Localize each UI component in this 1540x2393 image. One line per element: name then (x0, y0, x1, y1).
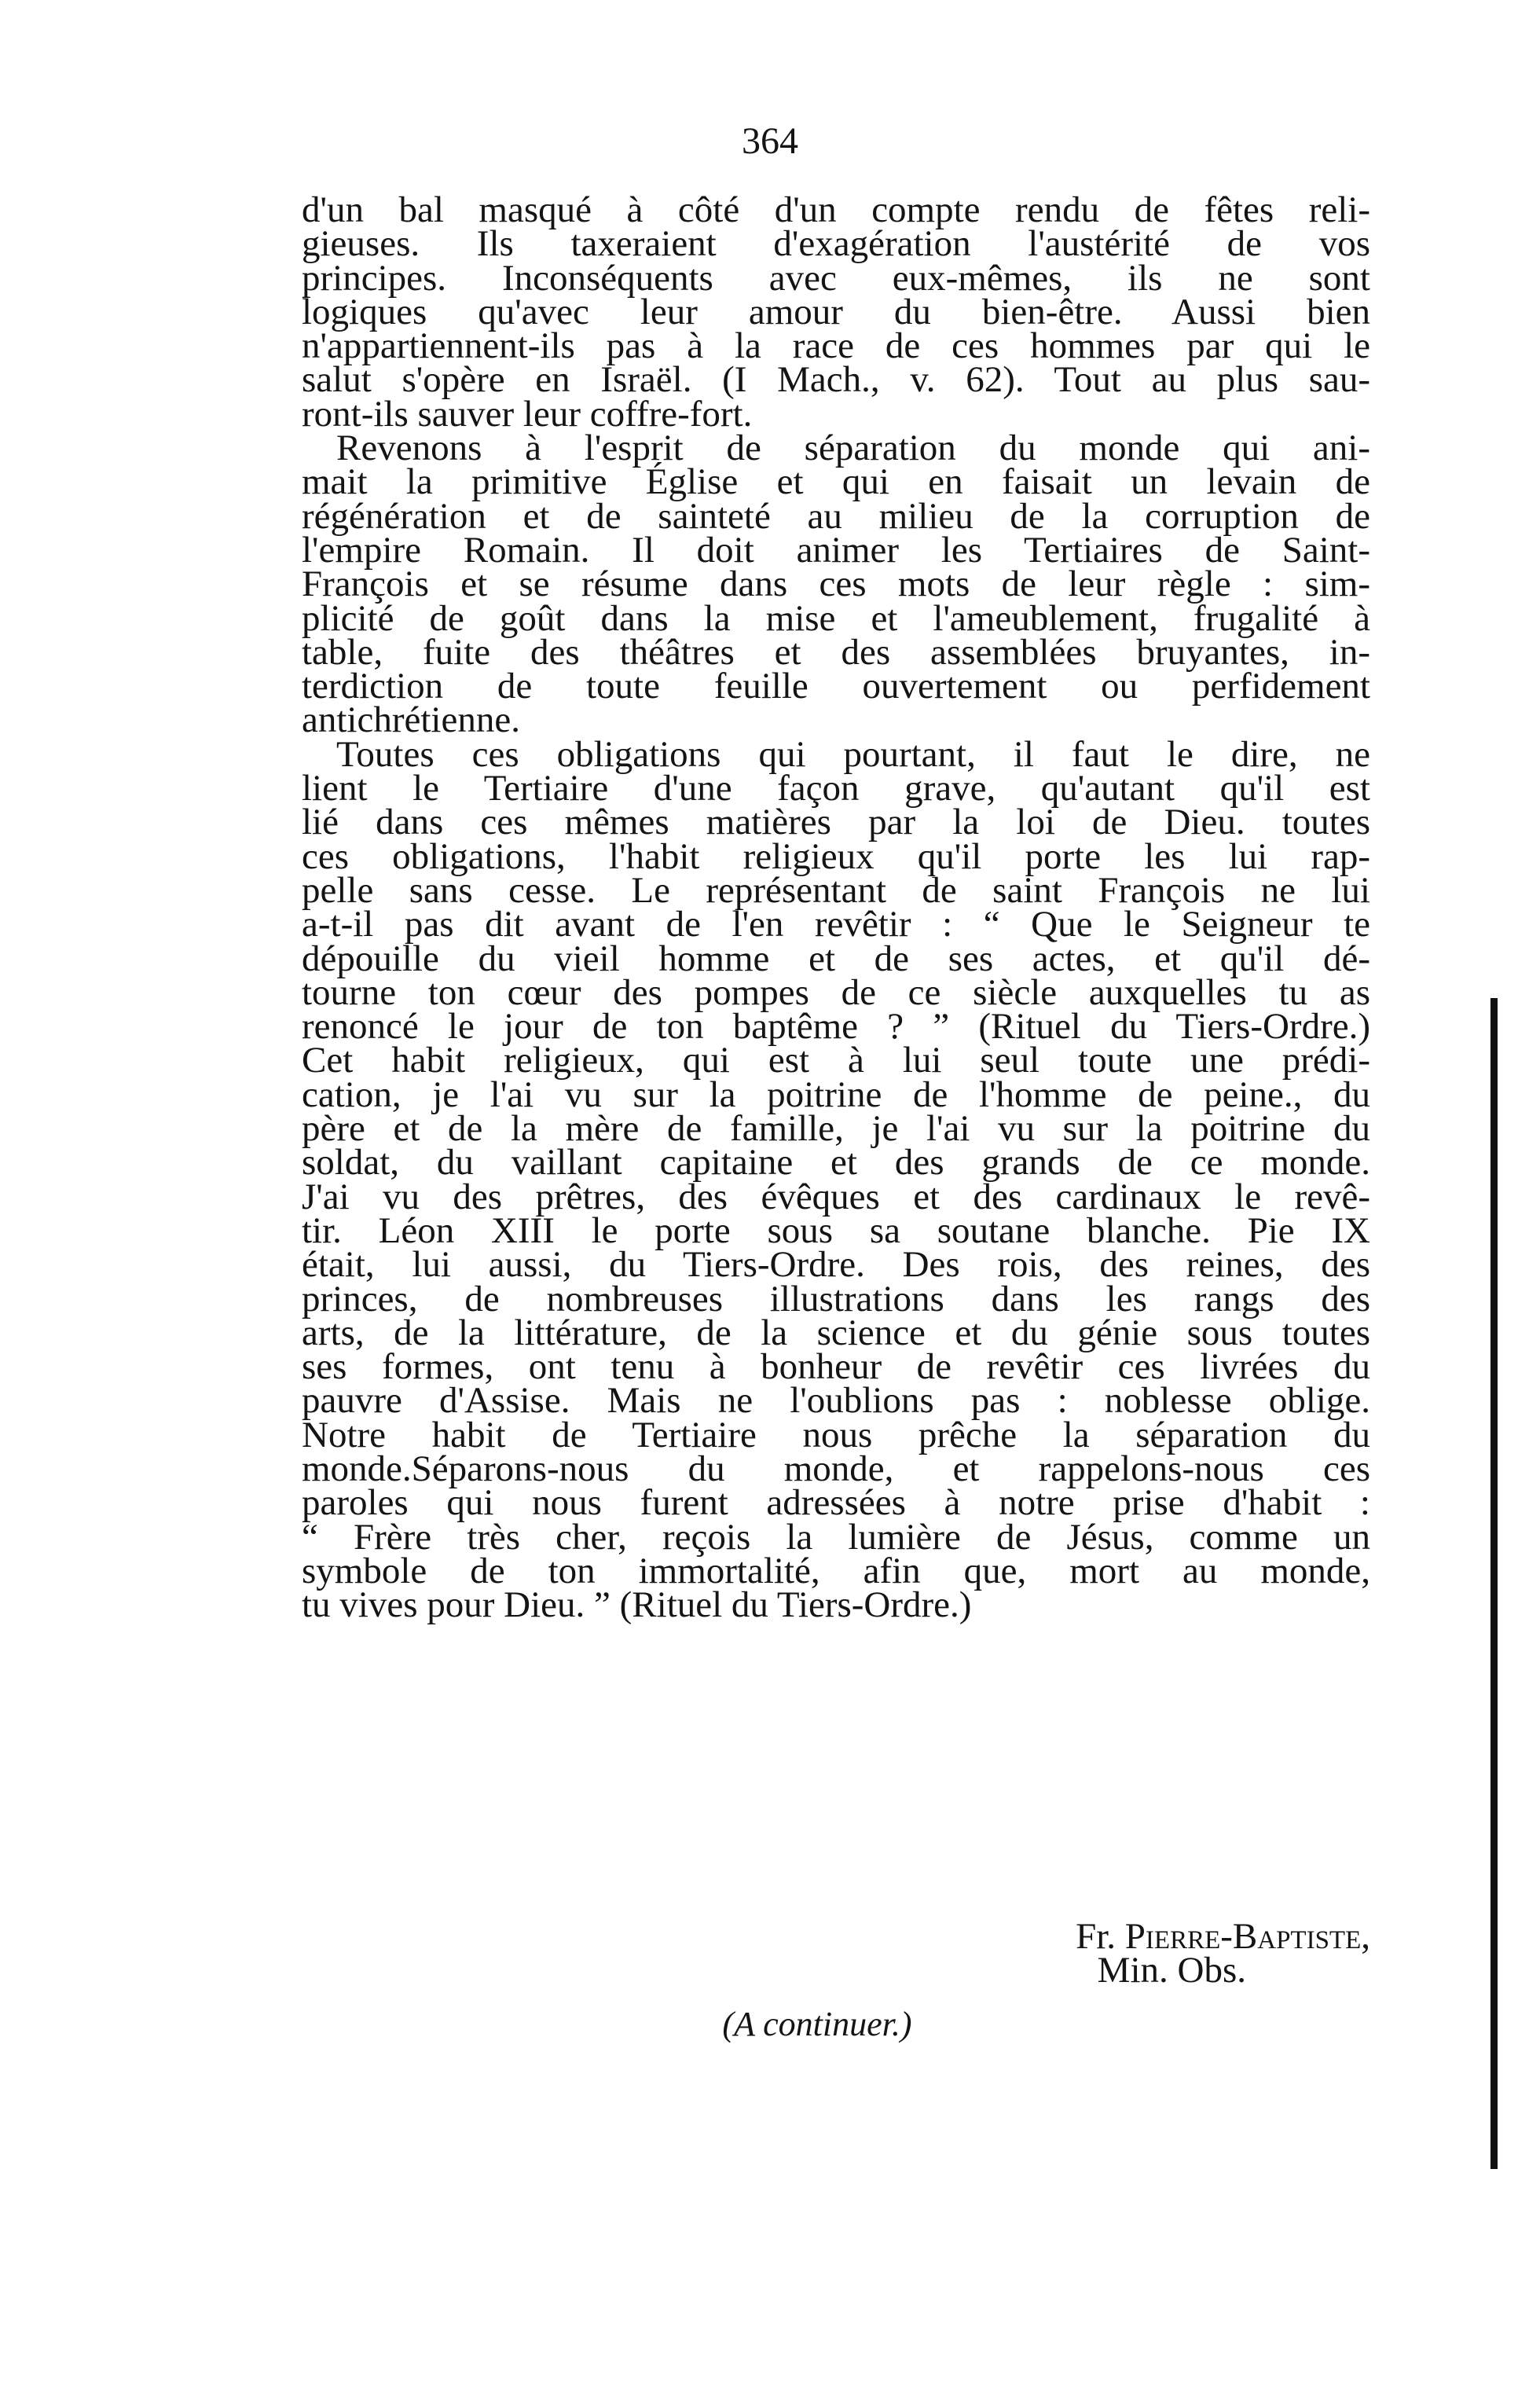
text-line: gieuses. Ils taxeraient d'exagération l'austérité de vos (302, 223, 1370, 265)
text-line: monde.Séparons-nous du monde, et rappelons-nous ces (302, 1448, 1370, 1489)
text-line: renoncé le jour de ton baptême ? ” (Rituel du Tiers-Ordre.) (302, 1006, 1370, 1048)
scan-edge-mark (1490, 998, 1498, 2169)
text-line: a-t-il pas dit avant de l'en revêtir : “ Que le Seigneur te (302, 904, 1370, 945)
text-line: Cet habit religieux, qui est à lui seul toute une prédi- (302, 1040, 1370, 1081)
text-line: ses formes, ont tenu à bonheur de revêtir ces livrées du (302, 1346, 1370, 1388)
text-line: dépouille du vieil homme et de ses actes, et qu'il dé- (302, 938, 1370, 979)
text-line: tu vives pour Dieu. ” (Rituel du Tiers-Ordre.) (302, 1584, 972, 1626)
signature-name (302, 1916, 1370, 1957)
signature (302, 1916, 1370, 1991)
text-line: soldat, du vaillant capitaine et des grands de ce monde. (302, 1142, 1370, 1184)
text-line: J'ai vu des prêtres, des évêques et des cardinaux le revê- (302, 1176, 1370, 1217)
text-line: pauvre d'Assise. Mais ne l'oublions pas : noblesse oblige. (302, 1380, 1370, 1422)
text-line: père et de la mère de famille, je l'ai vu sur la poitrine du (302, 1108, 1370, 1150)
text-line: n'appartiennent-ils pas à la race de ces hommes par qui le (302, 325, 1370, 367)
page-number: 364 (742, 120, 798, 162)
text-line: antichrétienne. (302, 699, 520, 741)
text-line: paroles qui nous furent adressées à notre prise d'habit : (302, 1482, 1370, 1524)
text-line: plicité de goût dans la mise et l'ameublement, frugalité à (302, 597, 1370, 639)
signature-author: Pierre-Baptiste, (1124, 1916, 1370, 1957)
text-line: ront-ils sauver leur coffre-fort. (302, 393, 753, 435)
text-line: tir. Léon XIII le porte sous sa soutane blanche. Pie IX (302, 1209, 1370, 1251)
text-line: François et se résume dans ces mots de leur règle : sim- (302, 563, 1370, 605)
text-line: logiques qu'avec leur amour du bien-être. Aussi bien (302, 291, 1370, 332)
continuation-note: (A continuer.) (722, 2005, 912, 2043)
text-line: lient le Tertiaire d'une façon grave, qu'autant qu'il est (302, 768, 1370, 809)
text-line: ces obligations, l'habit religieux qu'il porte les lui rap- (302, 835, 1370, 877)
text-line: pelle sans cesse. Le représentant de saint François ne lui (302, 869, 1370, 911)
text-line: “ Frère très cher, reçois la lumière de Jésus, comme un (302, 1516, 1370, 1558)
text-line: princes, de nombreuses illustrations dans les rangs des (302, 1278, 1370, 1319)
text-line: mait la primitive Église et qui en faisait un levain de (302, 461, 1370, 503)
signature-prefix: Fr. (1076, 1916, 1116, 1957)
text-line: tourne ton cœur des pompes de ce siècle auxquelles tu as (302, 971, 1370, 1013)
paragraph-start-line: Toutes ces obligations qui pourtant, il faut le dire, ne (336, 733, 1370, 775)
text-line: principes. Inconséquents avec eux-mêmes, ils ne sont (302, 257, 1370, 299)
text-line: Notre habit de Tertiaire nous prêche la séparation du (302, 1414, 1370, 1455)
text-line: lié dans ces mêmes matières par la loi de Dieu. toutes (302, 802, 1370, 843)
text-line: d'un bal masqué à côté d'un compte rendu de fêtes reli- (302, 189, 1370, 230)
text-line: terdiction de toute feuille ouvertement ou perfidement (302, 666, 1370, 707)
text-line: symbole de ton immortalité, afin que, mort au monde, (302, 1550, 1370, 1591)
paragraph-start-line: Revenons à l'esprit de séparation du monde qui ani- (336, 428, 1370, 469)
signature-order: Min. Obs. (1097, 1950, 1246, 1991)
text-line: l'empire Romain. Il doit animer les Tertiaires de Saint- (302, 529, 1370, 571)
text-line: cation, je l'ai vu sur la poitrine de l'homme de peine., du (302, 1074, 1370, 1115)
text-line: arts, de la littérature, de la science et du génie sous toutes (302, 1312, 1370, 1353)
text-line: salut s'opère en Israël. (I Mach., v. 62). Tout au plus sau- (302, 359, 1370, 401)
text-line: régénération et de sainteté au milieu de la corruption de (302, 495, 1370, 537)
body-text (302, 189, 1370, 1626)
text-line: était, lui aussi, du Tiers-Ordre. Des rois, des reines, des (302, 1244, 1370, 1286)
text-line: table, fuite des théâtres et des assemblées bruyantes, in- (302, 631, 1370, 673)
